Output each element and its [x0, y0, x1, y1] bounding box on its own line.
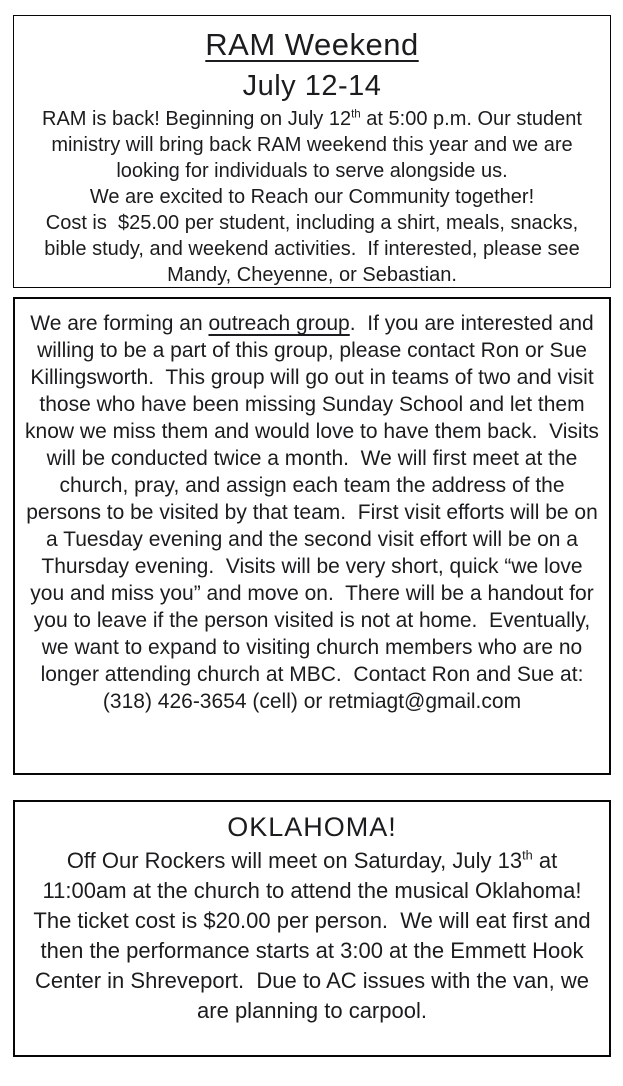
outreach-paragraph	[25, 310, 605, 715]
outreach-lead-text: We are forming an	[30, 312, 209, 335]
oklahoma-body-text: Off Our Rockers will meet on Saturday, July 13	[66, 848, 523, 873]
outreach-group-underlined-phrase: outreach group	[208, 312, 350, 335]
ordinal-suffix-13th: th	[522, 847, 533, 863]
oklahoma-section	[13, 800, 611, 1057]
ram-intro-text: RAM is back! Beginning on July 12	[42, 108, 352, 130]
ram-intro-paragraph	[22, 106, 602, 184]
ram-cost-paragraph: Cost is $25.00 per student, including a shirt, meals, snacks, bible study, and weekend activities. If interested, please see Mandy, Cheyenne, or Sebastian.	[44, 212, 586, 286]
bulletin-page	[0, 15, 623, 1057]
ram-community-line: We are excited to Reach our Community together!	[89, 186, 535, 208]
ram-weekend-dates: July 12-14	[242, 70, 382, 102]
oklahoma-paragraph	[25, 846, 599, 1026]
outreach-group-section	[13, 297, 611, 775]
outreach-body-text: . If you are interested and willing to be a part of this group, please contact Ron or Sue Killingsworth. This group will go out in teams of two and visit those who have been missing Sunday School and let them know we miss them and would love to have them back. Visits will be conducted twice a month. We will first meet at the church, pray, and assign each team the address of the persons to be visited by that team. First visit efforts will be on a Tuesday evening and the second visit effort will be on a Thursday evening. Visits will be very short, quick “we love you and miss you” and move on. There will be a handout for you to leave if the person visited is not at home. Eventually, we want to expand to visiting church members who are no longer attending church at MBC. Contact Ron and Sue at: (318) 426-3654 (cell) or retmiagt@gmail.com	[25, 312, 605, 713]
ram-weekend-title: RAM Weekend	[205, 27, 419, 62]
oklahoma-title: OKLAHOMA!	[227, 812, 397, 842]
ram-weekend-section	[13, 15, 611, 288]
ram-intro-text-continued: at 5:00 p.m. Our student ministry will bring back RAM weekend this year and we are looking for individuals to serve alongside us.	[51, 108, 588, 182]
ordinal-suffix-12th: th	[351, 107, 361, 121]
oklahoma-body-text-continued: at 11:00am at the church to attend the musical Oklahoma! The ticket cost is $20.00 per person. We will eat first and then the performance starts at 3:00 at the Emmett Hook Center in Shreveport. Due to AC issues with the van, we are planning to carpool.	[33, 848, 597, 1023]
